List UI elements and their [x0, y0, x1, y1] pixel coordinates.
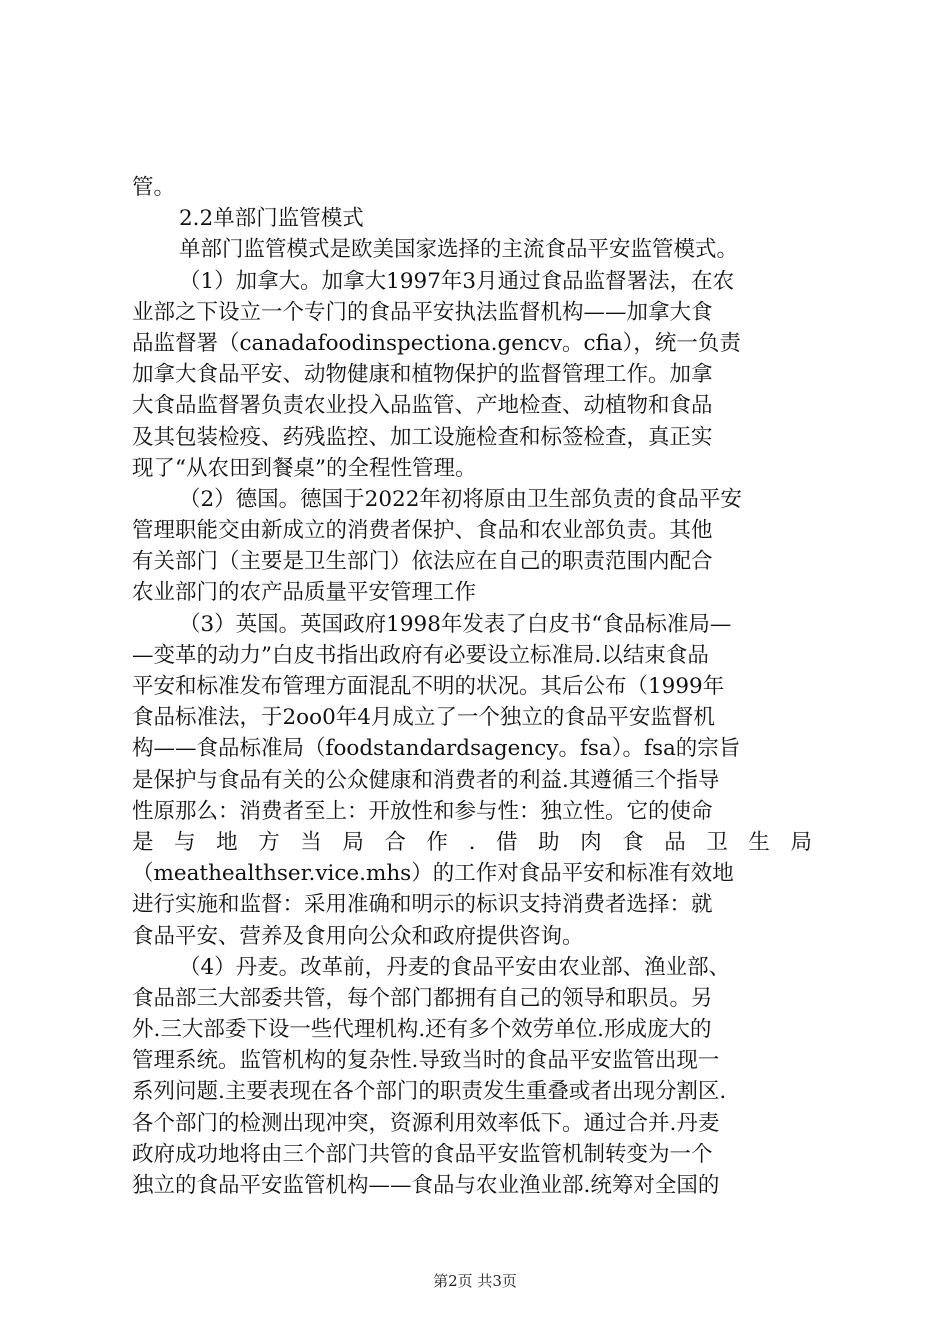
text-line: 农业部门的农产品质量平安管理工作 — [132, 580, 477, 606]
text-line: 单部门监管模式是欧美国家选择的主流食品平安监管模式。 — [179, 237, 739, 263]
section-heading: 2.2单部门监管模式 — [179, 206, 364, 232]
text-line: 政府成功地将由三个部门共管的食品平安监管机制转变为一个 — [132, 1141, 713, 1167]
text-line: 有关部门（主要是卫生部门）依法应在自己的职责范围内配合 — [132, 549, 713, 575]
text-line: 大食品监督署负责农业投入品监管、产地检查、动植物和食品 — [132, 393, 713, 419]
text-line: 是与地方当局合作.借助肉食品卫生局 — [132, 829, 832, 855]
text-line: 构——食品标准局（foodstandardsagency。fsa）。fsa的宗旨 — [132, 736, 741, 762]
document-body — [132, 172, 832, 1201]
text-line: （4）丹麦。改革前，丹麦的食品平安由农业部、渔业部、 — [179, 954, 731, 980]
text-line: （meathealthser.vice.mhs）的工作对食品平安和标准有效地 — [132, 861, 734, 887]
text-line: 管理系统。监管机构的复杂性.导致当时的食品平安监管出现一 — [132, 1048, 720, 1074]
text-line: 管理职能交由新成立的消费者保护、食品和农业部负责。其他 — [132, 518, 713, 544]
text-line: 平安和标准发布管理方面混乱不明的状况。其后公布（1999年 — [132, 674, 725, 699]
text-line: 进行实施和监督：采用准确和明示的标识支持消费者选择：就 — [132, 892, 713, 918]
text-line: 性原那么：消费者至上：开放性和参与性：独立性。它的使命 — [132, 798, 713, 824]
text-line: （1）加拿大。加拿大1997年3月通过食品监督署法，在农 — [179, 268, 735, 294]
text-line: —变革的动力”白皮书指出政府有必要设立标准局.以结束食品 — [132, 642, 709, 668]
text-line: 业部之下设立一个专门的食品平安执法监督机构——加拿大食 — [132, 299, 713, 325]
text-line: 食品部三大部委共管，每个部门都拥有自己的领导和职员。另 — [132, 985, 713, 1011]
text-line: 独立的食品平安监管机构——食品与农业渔业部.统筹对全国的 — [132, 1173, 720, 1198]
text-line: 各个部门的检测出现冲突，资源利用效率低下。通过合并.丹麦 — [132, 1110, 720, 1136]
text-line: 品监督署（canadafoodinspectiona.gencv。cfia），统一负责 — [132, 330, 741, 356]
text-line: （3）英国。英国政府1998年发表了白皮书“食品标准局— — [179, 611, 732, 637]
text-line: 食品标准法，于2oo0年4月成立了一个独立的食品平安监督机 — [132, 705, 715, 731]
text-line: 管。 — [132, 175, 176, 200]
text-line: 系列问题.主要表现在各个部门的职责发生重叠或者出现分割区. — [132, 1079, 727, 1105]
text-line: 及其包装检疫、药残监控、加工设施检查和标签检查，真正实 — [132, 424, 713, 450]
text-line: 加拿大食品平安、动物健康和植物保护的监督管理工作。加拿 — [132, 362, 713, 388]
text-line: 是保护与食品有关的公众健康和消费者的利益.其遵循三个指导 — [132, 767, 720, 793]
page-footer: 第2页 共3页 — [433, 1272, 517, 1290]
text-line: 食品平安、营养及食用向公众和政府提供咨询。 — [132, 923, 584, 949]
text-line: （2）德国。德国于2022年初将原由卫生部负责的食品平安 — [179, 486, 742, 512]
text-line: 外.三大部委下设一些代理机构.还有多个效劳单位.形成庞大的 — [132, 1017, 712, 1043]
text-line: 现了“从农田到餐桌”的全程性管理。 — [132, 455, 477, 481]
